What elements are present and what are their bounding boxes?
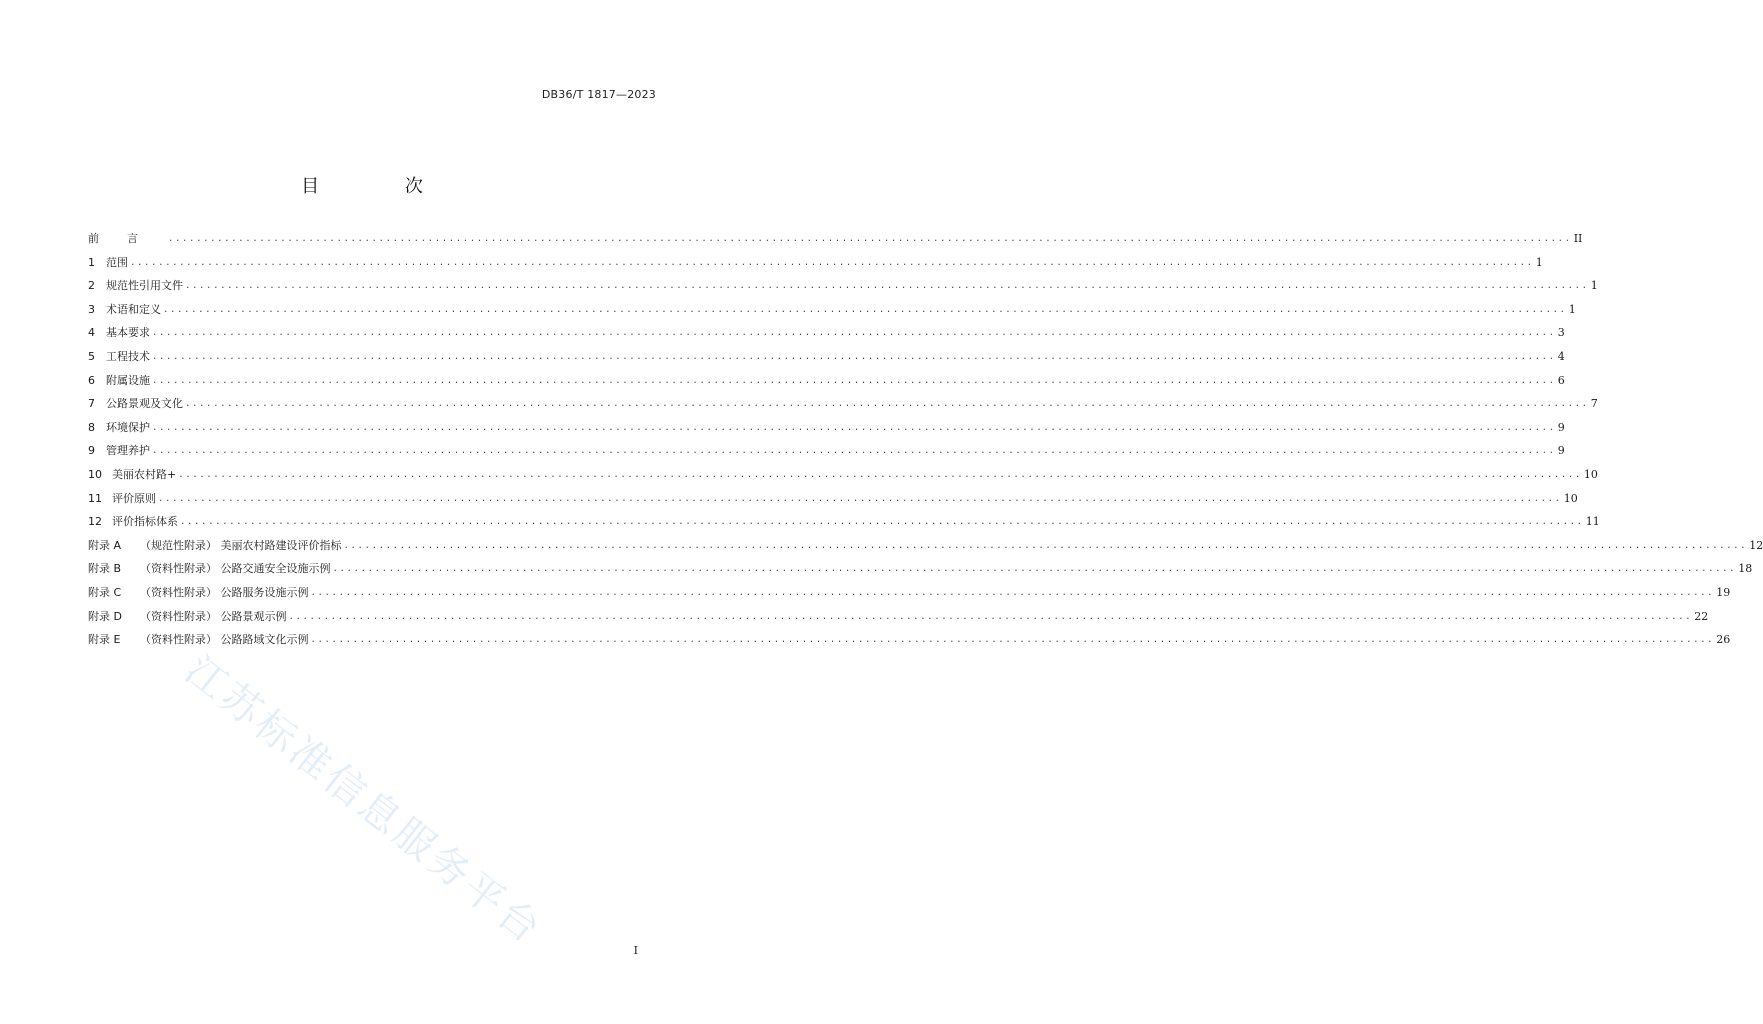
toc-entry-page: 11 bbox=[1585, 515, 1600, 529]
toc-entry-label: （资料性附录） 公路服务设施示例 bbox=[140, 585, 309, 599]
toc-entry[interactable] bbox=[88, 348, 1565, 372]
toc-entry[interactable] bbox=[88, 584, 1731, 608]
toc-leader-dots: ........................................................................................................................................................................................................ bbox=[343, 540, 1748, 551]
toc-entry-label: （资料性附录） 公路路域文化示例 bbox=[140, 633, 309, 647]
toc-leader-dots: ........................................................................................................................................................................................................ bbox=[185, 399, 1589, 410]
page-title: 目 次 bbox=[301, 176, 463, 197]
toc-entry-number: 7 bbox=[88, 397, 95, 411]
toc-entry-label: 评价指标体系 bbox=[112, 515, 178, 529]
toc-entry-page: 1 bbox=[1535, 255, 1543, 269]
toc-entry-number: 6 bbox=[88, 373, 95, 387]
toc-entry-page: 10 bbox=[1563, 491, 1578, 505]
toc-entry-page: II bbox=[1573, 232, 1583, 245]
page-number: I bbox=[633, 944, 638, 957]
toc-entry-label: 范围 bbox=[106, 255, 128, 269]
toc-entry-label: 基本要求 bbox=[106, 326, 150, 340]
toc-entry-number: 10 bbox=[88, 467, 102, 481]
toc-entry[interactable] bbox=[88, 301, 1576, 325]
toc-entry-label: 美丽农村路+ bbox=[112, 467, 177, 481]
toc-entry-number: 2 bbox=[88, 279, 95, 293]
toc-leader-dots: ........................................................................................................................................................................................................ bbox=[130, 257, 1534, 268]
toc-entry-page: 22 bbox=[1694, 609, 1709, 623]
toc-entry[interactable] bbox=[88, 277, 1598, 301]
toc-leader-dots: ........................................................................................................................................................................................................ bbox=[180, 517, 1584, 528]
toc-entry-number: 附录 E bbox=[88, 633, 121, 647]
toc-entry-label: 评价原则 bbox=[112, 491, 156, 505]
toc-leader-dots: ........................................................................................................................................................................................................ bbox=[332, 564, 1737, 575]
toc-entry-number: 附录 C bbox=[88, 585, 122, 599]
toc-leader-dots: ........................................................................................................................................................................................................ bbox=[152, 351, 1556, 362]
toc-leader-dots: ........................................................................................................................................................................................................ bbox=[310, 587, 1715, 598]
toc-entry[interactable] bbox=[88, 324, 1565, 348]
toc-leader-dots: ........................................................................................................................................................................................................ bbox=[152, 328, 1556, 339]
toc-entry-label: 管理养护 bbox=[106, 444, 150, 458]
toc-entry-number: 附录 A bbox=[88, 538, 122, 552]
toc-leader-dots: ........................................................................................................................................................................................................ bbox=[178, 469, 1582, 480]
toc-entry-label: （资料性附录） 公路景观示例 bbox=[140, 609, 287, 623]
toc-entry-label: 前言 bbox=[88, 232, 166, 245]
toc-entry-number: 3 bbox=[88, 302, 95, 316]
toc-entry-page: 9 bbox=[1557, 420, 1565, 434]
toc-entry[interactable] bbox=[88, 419, 1565, 443]
toc-leader-dots: ........................................................................................................................................................................................................ bbox=[163, 304, 1567, 315]
toc-entry-number: 9 bbox=[88, 444, 95, 458]
toc-entry-label: 工程技术 bbox=[106, 349, 150, 363]
toc-entry-label: （规范性附录） 美丽农村路建设评价指标 bbox=[140, 538, 342, 552]
toc-entry[interactable] bbox=[88, 490, 1578, 514]
toc-leader-dots: ........................................................................................................................................................................................................ bbox=[310, 635, 1715, 646]
toc-leader-dots: ........................................................................................................................................................................................................ bbox=[185, 281, 1589, 292]
toc-entry[interactable] bbox=[88, 631, 1731, 655]
toc-entry[interactable] bbox=[88, 560, 1753, 584]
toc-entry-number: 5 bbox=[88, 349, 95, 363]
toc-entry-number: 附录 D bbox=[88, 609, 122, 623]
toc-entry-page: 3 bbox=[1557, 326, 1565, 340]
toc-leader-dots: ........................................................................................................................................................................................................ bbox=[152, 375, 1556, 386]
toc-leader-dots: ........................................................................................................................................................................................................ bbox=[152, 446, 1556, 457]
toc-entry-page: 1 bbox=[1590, 279, 1598, 293]
toc-entry[interactable] bbox=[88, 513, 1600, 537]
toc-leader-dots: ........................................................................................................................................................................................................ bbox=[152, 422, 1556, 433]
toc-leader-dots: ........................................................................................................................................................................................................ bbox=[158, 493, 1562, 504]
toc-entry[interactable] bbox=[88, 230, 1583, 254]
toc-entry-page: 9 bbox=[1557, 444, 1565, 458]
document-code: DB36/T 1817—2023 bbox=[541, 88, 656, 101]
watermark: 江苏标准信息服务平台 bbox=[176, 647, 552, 955]
toc-entry[interactable] bbox=[88, 442, 1565, 466]
toc-entry-number: 8 bbox=[88, 420, 95, 434]
toc-entry-label: 规范性引用文件 bbox=[106, 279, 183, 293]
toc-entry-page: 26 bbox=[1716, 633, 1731, 647]
toc-leader-dots: ........................................................................................................................................................................................................ bbox=[168, 234, 1572, 244]
toc-entry-label: 术语和定义 bbox=[106, 302, 161, 316]
toc-entry-label: 附属设施 bbox=[106, 373, 150, 387]
toc-entry[interactable] bbox=[88, 466, 1598, 490]
toc-leader-dots: ........................................................................................................................................................................................................ bbox=[288, 611, 1693, 622]
toc-entry-label: （资料性附录） 公路交通安全设施示例 bbox=[140, 562, 331, 576]
toc-entry[interactable] bbox=[88, 608, 1709, 632]
table-of-contents bbox=[88, 230, 1763, 655]
toc-entry-label: 环境保护 bbox=[106, 420, 150, 434]
toc-entry-page: 18 bbox=[1738, 562, 1753, 576]
toc-entry-number: 1 bbox=[88, 255, 95, 269]
toc-entry-page: 12 bbox=[1749, 538, 1763, 552]
toc-entry[interactable] bbox=[88, 372, 1565, 396]
toc-entry-page: 10 bbox=[1583, 467, 1598, 481]
toc-entry-number: 附录 B bbox=[88, 562, 122, 576]
toc-entry-number: 11 bbox=[88, 491, 102, 505]
toc-entry-page: 6 bbox=[1557, 373, 1565, 387]
toc-entry-label: 公路景观及文化 bbox=[106, 397, 183, 411]
toc-entry-page: 1 bbox=[1568, 302, 1576, 316]
toc-entry-page: 4 bbox=[1557, 349, 1565, 363]
toc-entry[interactable] bbox=[88, 537, 1763, 561]
toc-entry[interactable] bbox=[88, 395, 1598, 419]
toc-entry[interactable] bbox=[88, 254, 1543, 278]
toc-entry-page: 7 bbox=[1590, 397, 1598, 411]
toc-entry-number: 12 bbox=[88, 515, 102, 529]
toc-entry-page: 19 bbox=[1716, 585, 1731, 599]
toc-entry-number: 4 bbox=[88, 326, 95, 340]
